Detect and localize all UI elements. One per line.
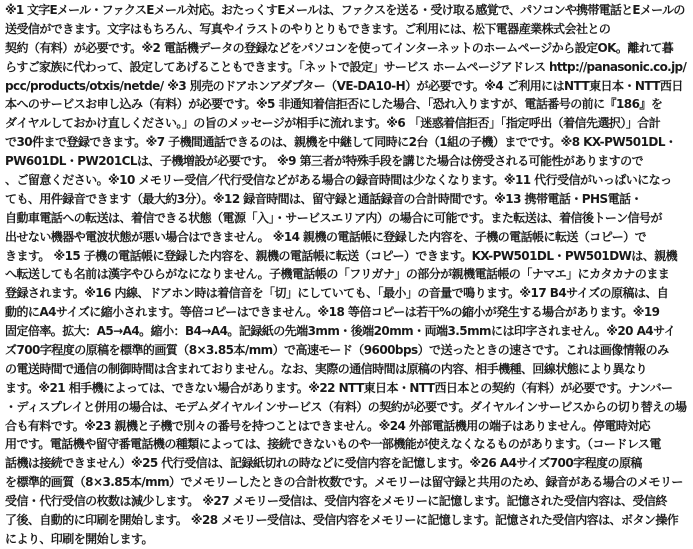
footnote-line: を標準的画質（8×3.85本/mm）でメモリーしたときの合計枚数です。メモリーは留守録と共用のため、録音がある場合のメモリー: [5, 475, 683, 490]
footnote-line: 用です。電話機や留守番電話機の種類によっては、接続できないものや一部機能が使えなくなるものがあります。（コードレス電: [5, 437, 661, 452]
footnote-line: で30件まで登録できます。※7 子機間通話できるのは、親機を中継して同時に2台（1組の子機）までです。※8 KX-PW501DL・: [5, 135, 677, 150]
footnote-line: 本へのサービスお申し込み（有料）が必要です。※5 非通知着信拒否にした場合、「恐れ入りますが、電話番号の前に『186』を: [5, 97, 663, 112]
footnote-line: 話機は接続できません）※25 代行受信は、記録紙切れの時などに受信内容を記憶します。※26 A4サイズ700字程度の原稿: [5, 456, 642, 471]
footnote-line: 合も有料です。※23 親機と子機で別々の番号を持つことはできません。※24 外部電話機用の端子はありません。停電時対応: [5, 418, 651, 433]
footnote-line: ※1 文字Eメール・ファクスEメール対応。おたっくすEメールは、ファクスを送る・受け取る感覚で、パソコンや携帯電話とEメールの: [5, 3, 685, 17]
footnote-line: ・ディスプレイと併用の場合は、モデムダイヤルインサービス（有料）の契約が必要です。ダイヤルインサービスからの切り替えの場: [5, 399, 687, 414]
footnote-line: 、ご留意ください。※10 メモリー受信／代行受信などがある場合の録音時間は少なくなります。※11 代行受信がいっぱいになっ: [5, 173, 672, 188]
footnote-line: 登録されます。※16 内線、ドアホン時は着信音を「切」にしていても、「最小」の音量で鳴ります。※17 B4サイズの原稿は、自: [5, 286, 669, 301]
footnote-line: ズ700字程度の原稿を標準的画質（8×3.85本/mm）で高速モード（9600bps）で送ったときの速さです。これは画像情報のみ: [5, 343, 669, 358]
footnote-line: 受信・代行受信の枚数は減少します。 ※27 メモリー受信は、受信内容をメモリーに記憶します。記憶された受信内容は、受信終: [5, 494, 667, 509]
footnote-line: 固定倍率。拡大：A5→A4。縮小：B4→A4。記録紙の先端3mm・後端20mm・両端3.5mmには印字されません。※20 A4サイ: [5, 324, 676, 339]
footnote-line: ても、用件録音できます（最大約3分）。※12 録音時間は、留守録と通話録音の合計時間です。※13 携帯電話・PHS電話・: [5, 191, 642, 206]
footnote-line: ダイヤルしておかけ直しください。」の旨のメッセージが相手に流れます。※6 「迷惑着信拒否」「指定呼出（着信先選択）」合計: [5, 116, 661, 131]
footnote-line: らすご家族に代わって、設定してあげることもできます。「ネットで設定」サービス ホームページアドレス http://panasonic.co.jp/: [5, 59, 687, 74]
footnote-line: 了後、自動的に印刷を開始します。 ※28 メモリー受信は、受信内容をメモリーに記憶します。記憶された受信内容は、ボタン操作: [5, 513, 679, 528]
footnote-line: PW601DL・PW201CLは、子機増設が必要です。 ※9 第三者が特殊手段を講じた場合は傍受される可能性がありますので: [5, 154, 644, 169]
footnote-line: の電送時間で通信の制御時間は含まれておりません。なお、実際の通信時間は原稿の内容、相手機種、回線状態により異なり: [5, 361, 647, 376]
footnote-line: pcc/products/otxis/netde/ ※3 別売のドアホンアダプター（VE-DA10-H）が必要です。※4 ご利用にはNTT東日本・NTT西日: [5, 78, 683, 93]
footnote-line: 送受信ができます。文字はもちろん、写真やイラストのやりとりもできます。ご利用には、松下電器産業株式会社との: [5, 21, 611, 36]
footnote-line: 出せない機器や電波状態が悪い場合はできません。 ※14 親機の電話帳に登録した内容を、子機の電話帳に転送（コピー）で: [5, 229, 647, 244]
footnote-line: 動的にA4サイズに縮小されます。等倍コピーはできません。※18 等倍コピーは若干%の縮小が発生する場合があります。※19: [5, 305, 660, 320]
footnote-line: 契約（有料）が必要です。※2 電話機データの登録などをパソコンを使ってインターネットのホームページから設定OK。離れて暮: [5, 40, 674, 55]
footnote-line: ます。※21 相手機によっては、できない場合があります。※22 NTT東日本・NTT西日本との契約（有料）が必要です。ナンバー: [5, 380, 673, 395]
footnote-line: へ転送しても名前は漢字やひらがなになりません。子機電話帳の「フリガナ」の部分が親機電話帳の「ナマエ」にカタカナのまま: [5, 267, 670, 282]
footnote-line: により、印刷を開始します。: [5, 531, 153, 546]
footnote-line: 自動車電話への転送は、着信できる状態（電源「入」・サービスエリア内）の場合に可能です。また転送は、着信後トーン信号が: [5, 210, 662, 225]
footnote-line: きます。 ※15 子機の電話帳に登録した内容を、親機の電話帳に転送（コピー）できます。KX-PW501DL・PW501DWは、親機: [5, 248, 678, 263]
